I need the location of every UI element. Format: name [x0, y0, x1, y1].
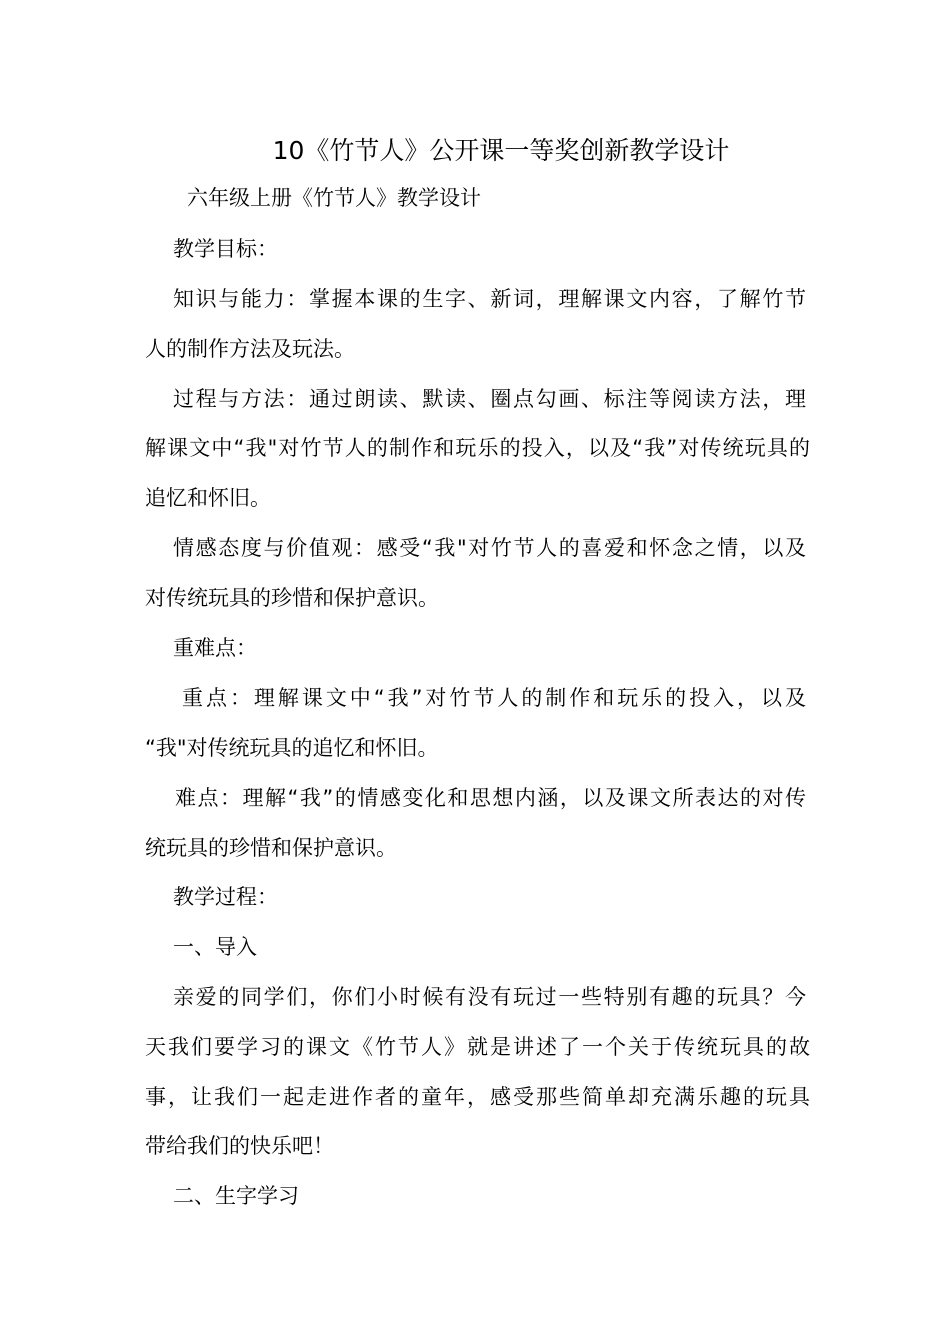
key-point-line-2: “我"对传统玩具的追忆和怀旧。 — [145, 736, 439, 760]
goal-process-line-2: 解课文中“我"对竹节人的制作和玩乐的投入，以及“我”对传统玩具的 — [145, 436, 810, 460]
section-2-heading: 二、生字学习 — [173, 1184, 299, 1208]
process-heading: 教学过程： — [173, 885, 278, 909]
goal-knowledge-line-1: 知识与能力：掌握本课的生字、新词，理解课文内容，了解竹节 — [173, 287, 806, 311]
section-1-heading: 一、导入 — [173, 935, 257, 959]
goal-process-line-3: 追忆和怀旧。 — [145, 486, 271, 510]
section-1-line-3: 事，让我们一起走进作者的童年，感受那些简单却充满乐趣的玩具 — [145, 1085, 810, 1109]
goals-heading: 教学目标： — [173, 237, 278, 261]
document-subtitle: 六年级上册《竹节人》教学设计 — [187, 186, 481, 210]
key-heading: 重难点： — [173, 636, 257, 660]
goal-emotion-line-1: 情感态度与价值观：感受“我"对竹节人的喜爱和怀念之情，以及 — [173, 536, 806, 560]
difficult-point-line-2: 统玩具的珍惜和保护意识。 — [145, 836, 397, 860]
goal-knowledge-line-2: 人的制作方法及玩法。 — [145, 337, 355, 361]
key-point-line-1: 重点：理解课文中“我”对竹节人的制作和玩乐的投入，以及 — [182, 686, 806, 710]
goal-process-line-1: 过程与方法：通过朗读、默读、圈点勾画、标注等阅读方法，理 — [173, 387, 806, 411]
difficult-point-line-1: 难点：理解“我”的情感变化和思想内涵，以及课文所表达的对传 — [175, 786, 806, 810]
goal-emotion-line-2: 对传统玩具的珍惜和保护意识。 — [145, 586, 439, 610]
section-1-line-1: 亲爱的同学们，你们小时候有没有玩过一些特别有趣的玩具？今 — [173, 985, 806, 1009]
section-1-line-4: 带给我们的快乐吧！ — [145, 1134, 334, 1158]
section-1-line-2: 天我们要学习的课文《竹节人》就是讲述了一个关于传统玩具的故 — [145, 1035, 810, 1059]
document-title: 10《竹节人》公开课一等奖创新教学设计 — [272, 136, 730, 165]
